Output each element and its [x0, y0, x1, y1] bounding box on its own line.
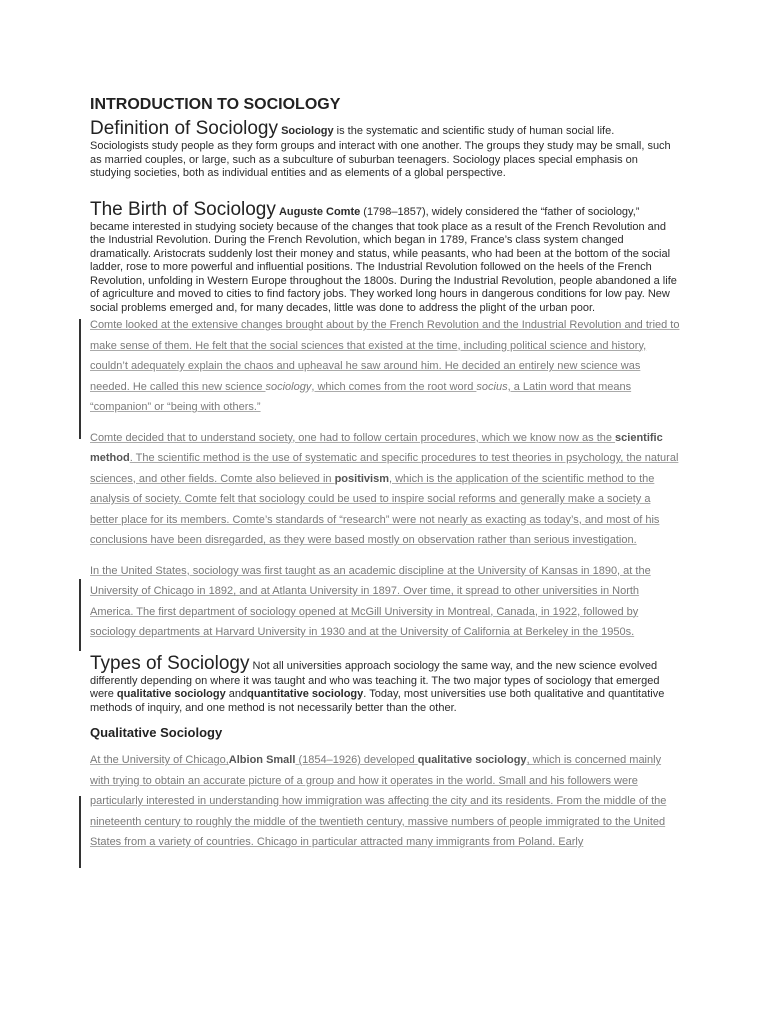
quote-text: , a Latin word that means “companion” or “being with others.”	[90, 380, 632, 413]
quote-us-universities	[90, 561, 680, 643]
definition-lead: Sociology	[281, 125, 334, 137]
quote-bar	[79, 319, 81, 439]
quote-text: In the United States, sociology was first taught as an academic discipline at the University of Kansas in 1890, at the University of Chicago in 1892, and at Atlanta University in 1897. Over time, it spread to other universities in North America. The first department of sociology opened at McGill University in Montreal, Canada, in 1922, followed by sociology departments at Harvard University in 1930 and at the University of California at Berkeley in the 1950s.	[90, 564, 651, 638]
types-text: . Today, most universities use both qualitative and quantitative methods of inquiry, and one method is not necessarily better than the other.	[90, 688, 665, 714]
birth-heading: The Birth of Sociology	[90, 198, 276, 220]
quote-scientific-method	[90, 428, 680, 551]
quote-albion-small	[90, 750, 680, 853]
quote-strong: qualitative sociology	[417, 754, 527, 766]
quote-bar	[79, 579, 81, 651]
quote-text: Comte decided that to understand society, one had to follow certain procedures, which we know now as the	[90, 431, 616, 444]
quote-strong: scientific method	[90, 431, 663, 464]
document-title: INTRODUCTION TO SOCIOLOGY	[90, 96, 341, 113]
definition-text-2: Sociologists study people as they form groups and interact with one another. The groups they study may be small, such as married couples, or large, such as a subculture of suburban teenagers. Sociology places special emphasis on studying societies, both as individual entities and as elements of a global perspective.	[90, 140, 671, 179]
quote-text: At the University of Chicago,	[90, 754, 229, 766]
types-section	[90, 653, 680, 716]
quote-emphasis: socius	[476, 380, 508, 393]
quote-text: Comte looked at the extensive changes brought about by the French Revolution and the Industrial Revolution and tried to make sense of them. He felt that the social sciences that existed at the time, including political science and history, couldn’t adequately explain the chaos and upheaval he saw around him. He decided an entirely new science was needed. He called this new science	[90, 319, 680, 393]
definition-heading: Definition of Sociology	[90, 118, 278, 139]
definition-text-1: is the systematic and scientific study of human social life.	[333, 125, 615, 137]
quote-emphasis: sociology	[265, 380, 312, 393]
types-heading: Types of Sociology	[90, 652, 250, 674]
birth-lead: Auguste Comte	[278, 205, 361, 218]
types-strong: qualitative sociology	[116, 688, 226, 700]
types-text: Not all universities approach sociology the same way, and the new science evolved differently depending on where it was taught and who was teaching it. The two major types of sociology that emerged were	[90, 659, 660, 700]
quote-strong: positivism	[334, 472, 389, 485]
quote-text: (1854–1926) developed	[295, 754, 418, 766]
types-text: and	[225, 688, 248, 700]
quote-bar	[79, 796, 81, 868]
qualitative-heading: Qualitative Sociology	[90, 725, 223, 740]
definition-section	[90, 118, 680, 181]
quote-text: . The scientific method is the use of systematic and specific procedures to test theories in psychology, the natural sciences, and other fields. Comte also believed in	[90, 452, 679, 485]
birth-text: (1798–1857), widely considered the “father of sociology,” became interested in studying society because of the changes that took place as a result of the French Revolution and the Industrial Revolution. During the French Revolution, which began in 1789, France’s class system changed dramatically. Aristocrats suddenly lost their money and status, while peasants, who had been at the bottom of the social ladder, rose to more powerful and influential positions. The Industrial Revolution followed on the heels of the French Revolution, unfolding in Western Europe throughout the 1800s. During the Industrial Revolution, people abandoned a life of agriculture and moved to cities to find factory jobs. They worked long hours in dangerous conditions for low pay. New social problems emerged and, for many decades, little was done to address the plight of the urban poor.	[90, 205, 677, 314]
document-content	[90, 96, 680, 853]
quote-text: , which comes from the root word	[311, 380, 477, 393]
quote-strong: Albion Small	[228, 754, 296, 766]
types-strong: quantitative sociology	[247, 688, 364, 700]
quote-comte-changes	[90, 315, 680, 418]
birth-section	[90, 199, 680, 316]
quote-text: , which is concerned mainly with trying to obtain an accurate picture of a group and how it operates in the world. Small and his followers were particularly interested in understanding how immigration was affecting the city and its residents. From the middle of the nineteenth century to roughly the middle of the twentieth century, massive numbers of people immigrated to the United States from a variety of countries. Chicago in particular attracted many immigrants from Poland. Early	[90, 754, 667, 848]
quote-text: , which is the application of the scientific method to the analysis of society. Comte felt that sociology could be used to inspire social reforms and generally make a society a better place for its members. Comte’s standards of “research” were not nearly as exacting as today’s, and most of his conclusions have been disregarded, as they were based mostly on observation rather than serious investigation.	[90, 472, 660, 546]
